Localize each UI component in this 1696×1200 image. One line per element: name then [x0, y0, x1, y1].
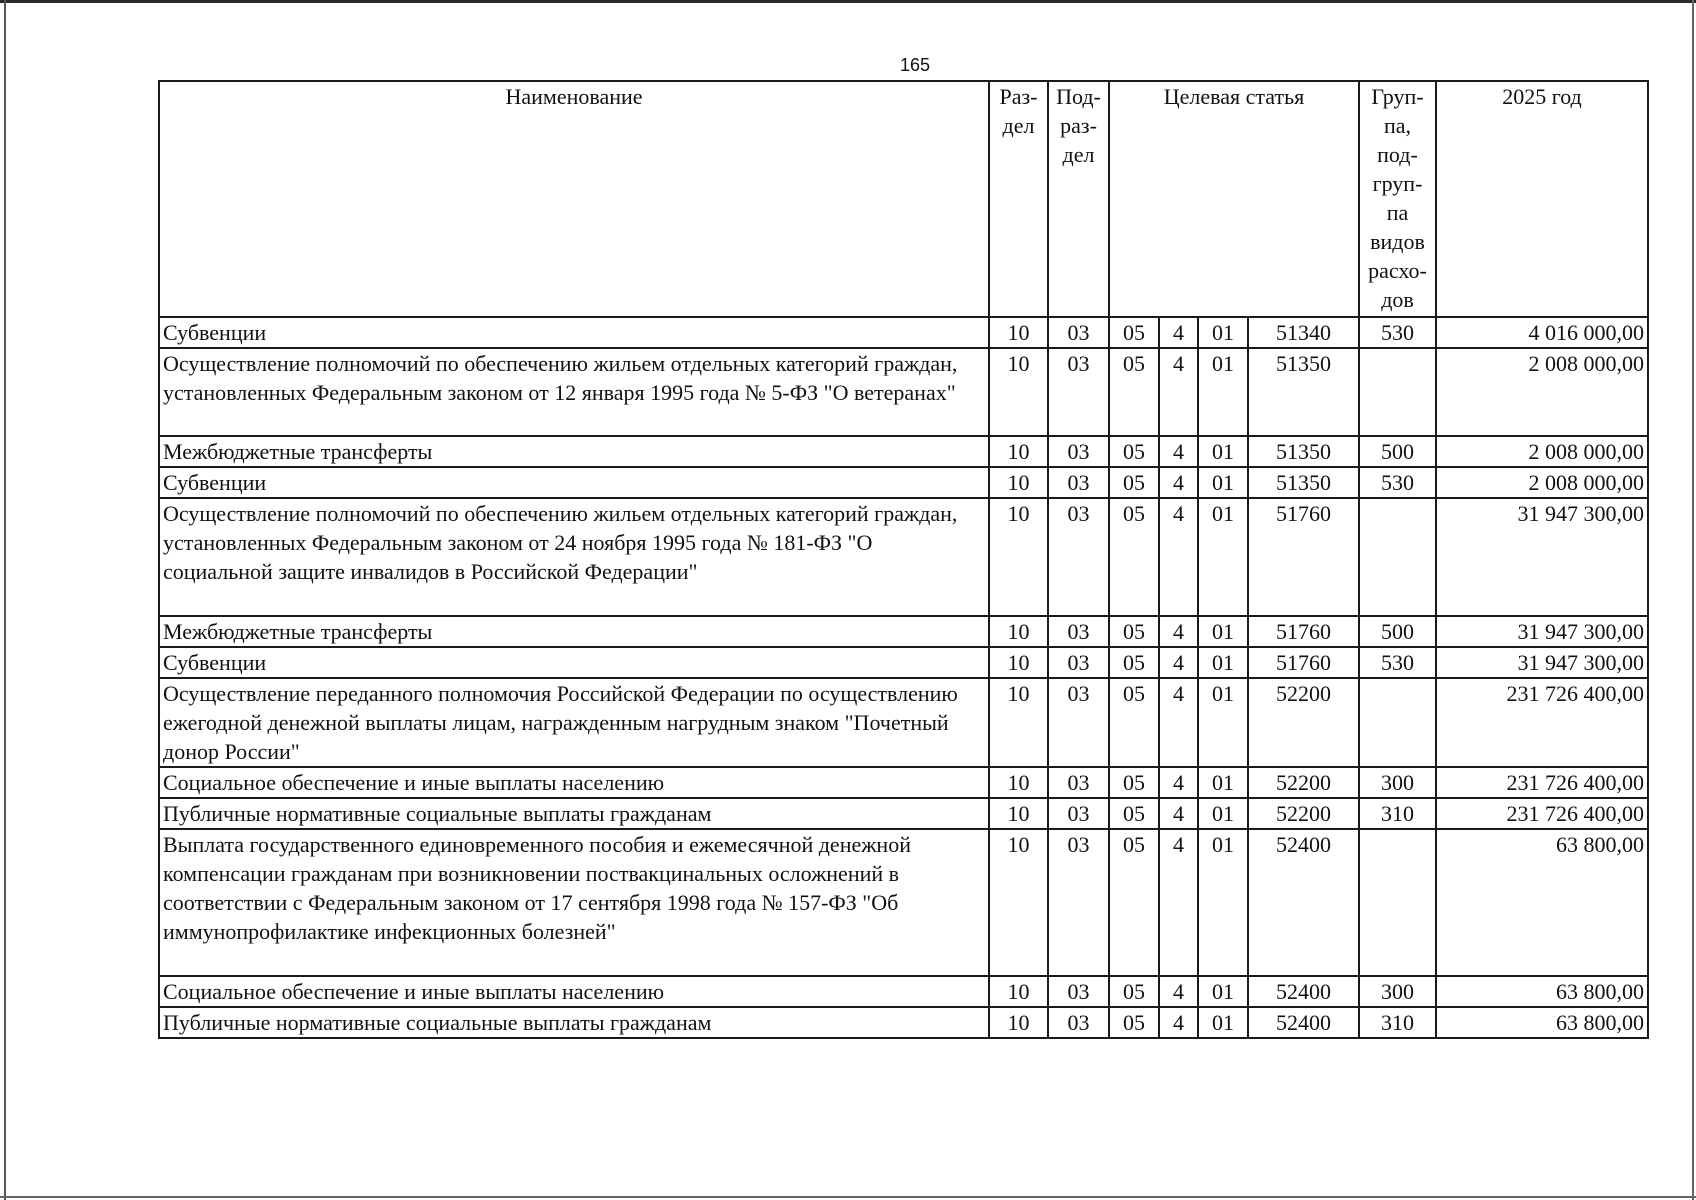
row-expense-group: 310	[1359, 1007, 1436, 1038]
row-razdel: 10	[989, 798, 1048, 829]
table-row	[159, 498, 1648, 616]
row-target-type: 4	[1159, 467, 1198, 498]
row-amount: 4 016 000,00	[1436, 317, 1648, 348]
row-expense-group: 300	[1359, 767, 1436, 798]
row-expense-group	[1359, 678, 1436, 767]
row-target-subprogram: 01	[1198, 678, 1248, 767]
row-razdel: 10	[989, 348, 1048, 436]
row-target-direction: 51350	[1248, 467, 1359, 498]
row-expense-group	[1359, 348, 1436, 436]
row-target-type: 4	[1159, 616, 1198, 647]
row-target-type: 4	[1159, 678, 1198, 767]
row-razdel: 10	[989, 976, 1048, 1007]
row-razdel: 10	[989, 436, 1048, 467]
row-razdel: 10	[989, 1007, 1048, 1038]
row-target-direction: 52400	[1248, 1007, 1359, 1038]
row-target-program: 05	[1109, 798, 1159, 829]
row-name: Субвенции	[159, 467, 989, 498]
row-expense-group	[1359, 829, 1436, 976]
row-podrazdel: 03	[1048, 647, 1109, 678]
row-name: Межбюджетные трансферты	[159, 616, 989, 647]
row-target-direction: 52200	[1248, 767, 1359, 798]
row-target-subprogram: 01	[1198, 767, 1248, 798]
row-name: Публичные нормативные социальные выплаты гражданам	[159, 1007, 989, 1038]
scan-edge-bottom	[0, 1196, 1696, 1198]
row-target-program: 05	[1109, 678, 1159, 767]
row-name: Социальное обеспечение и иные выплаты населению	[159, 976, 989, 1007]
header-row	[159, 81, 1648, 317]
table-row	[159, 1007, 1648, 1038]
row-target-type: 4	[1159, 647, 1198, 678]
row-target-program: 05	[1109, 436, 1159, 467]
row-target-direction: 51350	[1248, 348, 1359, 436]
scan-edge-right	[1692, 0, 1694, 1200]
row-target-subprogram: 01	[1198, 436, 1248, 467]
table-row	[159, 798, 1648, 829]
row-target-program: 05	[1109, 317, 1159, 348]
row-podrazdel: 03	[1048, 317, 1109, 348]
row-podrazdel: 03	[1048, 798, 1109, 829]
table-row	[159, 467, 1648, 498]
row-podrazdel: 03	[1048, 678, 1109, 767]
row-target-type: 4	[1159, 976, 1198, 1007]
row-razdel: 10	[989, 647, 1048, 678]
row-target-type: 4	[1159, 798, 1198, 829]
row-target-program: 05	[1109, 467, 1159, 498]
row-amount: 2 008 000,00	[1436, 467, 1648, 498]
row-expense-group: 300	[1359, 976, 1436, 1007]
row-podrazdel: 03	[1048, 767, 1109, 798]
row-target-subprogram: 01	[1198, 976, 1248, 1007]
row-podrazdel: 03	[1048, 1007, 1109, 1038]
row-amount: 231 726 400,00	[1436, 678, 1648, 767]
row-name: Осуществление переданного полномочия Российской Федерации по осуществлению ежегодной денежной выплаты лицам, награжденным нагрудным знаком "Почетный донор России"	[159, 678, 989, 767]
row-name: Осуществление полномочий по обеспечению жильем отдельных категорий граждан, установленных Федеральным законом от 24 ноября 1995 года № 181-ФЗ "О социальной защите инвалидов в Российской Федерации"	[159, 498, 989, 616]
header-name: Наименование	[159, 81, 989, 317]
row-target-direction: 52400	[1248, 829, 1359, 976]
row-podrazdel: 03	[1048, 436, 1109, 467]
row-name: Социальное обеспечение и иные выплаты населению	[159, 767, 989, 798]
row-target-program: 05	[1109, 348, 1159, 436]
row-podrazdel: 03	[1048, 348, 1109, 436]
header-expense-group: Груп- па, под- груп- па видов расхо- дов	[1359, 81, 1436, 317]
row-target-program: 05	[1109, 767, 1159, 798]
row-target-direction: 52400	[1248, 976, 1359, 1007]
row-target-type: 4	[1159, 348, 1198, 436]
row-podrazdel: 03	[1048, 829, 1109, 976]
row-expense-group	[1359, 498, 1436, 616]
row-razdel: 10	[989, 498, 1048, 616]
budget-table	[158, 80, 1649, 1039]
row-podrazdel: 03	[1048, 467, 1109, 498]
row-target-subprogram: 01	[1198, 317, 1248, 348]
table-row	[159, 348, 1648, 436]
scan-edge-top	[0, 0, 1696, 3]
row-target-type: 4	[1159, 317, 1198, 348]
row-target-type: 4	[1159, 498, 1198, 616]
row-podrazdel: 03	[1048, 498, 1109, 616]
row-target-program: 05	[1109, 498, 1159, 616]
table-row	[159, 317, 1648, 348]
row-amount: 63 800,00	[1436, 1007, 1648, 1038]
row-expense-group: 530	[1359, 317, 1436, 348]
row-razdel: 10	[989, 616, 1048, 647]
row-expense-group: 310	[1359, 798, 1436, 829]
header-year: 2025 год	[1436, 81, 1648, 317]
scan-edge-left	[4, 0, 6, 1200]
row-razdel: 10	[989, 767, 1048, 798]
page-number: 165	[899, 55, 931, 75]
header-podrazdel: Под- раз- дел	[1048, 81, 1109, 317]
row-amount: 31 947 300,00	[1436, 616, 1648, 647]
row-amount: 63 800,00	[1436, 976, 1648, 1007]
row-name: Публичные нормативные социальные выплаты гражданам	[159, 798, 989, 829]
table-header	[159, 81, 1648, 317]
row-amount: 63 800,00	[1436, 829, 1648, 976]
row-podrazdel: 03	[1048, 616, 1109, 647]
row-target-subprogram: 01	[1198, 1007, 1248, 1038]
row-name: Межбюджетные трансферты	[159, 436, 989, 467]
row-target-type: 4	[1159, 436, 1198, 467]
row-target-direction: 52200	[1248, 798, 1359, 829]
row-target-direction: 52200	[1248, 678, 1359, 767]
row-target-subprogram: 01	[1198, 498, 1248, 616]
table-row	[159, 678, 1648, 767]
row-target-direction: 51760	[1248, 647, 1359, 678]
table-body	[159, 317, 1648, 1038]
row-target-subprogram: 01	[1198, 647, 1248, 678]
row-amount: 31 947 300,00	[1436, 647, 1648, 678]
row-expense-group: 500	[1359, 436, 1436, 467]
row-target-program: 05	[1109, 647, 1159, 678]
table-row	[159, 616, 1648, 647]
row-amount: 231 726 400,00	[1436, 767, 1648, 798]
row-name: Выплата государственного единовременного пособия и ежемесячной денежной компенсации гражданам при возникновении поствакцинальных осложнений в соответствии с Федеральным законом от 17 сентября 1998 года № 157-ФЗ "Об иммунопрофилактике инфекционных болезней"	[159, 829, 989, 976]
table-row	[159, 976, 1648, 1007]
row-amount: 2 008 000,00	[1436, 348, 1648, 436]
row-target-type: 4	[1159, 1007, 1198, 1038]
row-target-program: 05	[1109, 976, 1159, 1007]
table-row	[159, 767, 1648, 798]
row-target-direction: 51340	[1248, 317, 1359, 348]
row-target-type: 4	[1159, 767, 1198, 798]
row-target-program: 05	[1109, 829, 1159, 976]
table-row	[159, 436, 1648, 467]
row-razdel: 10	[989, 467, 1048, 498]
row-target-direction: 51350	[1248, 436, 1359, 467]
row-target-type: 4	[1159, 829, 1198, 976]
row-name: Субвенции	[159, 647, 989, 678]
row-amount: 31 947 300,00	[1436, 498, 1648, 616]
row-target-direction: 51760	[1248, 498, 1359, 616]
header-razdel: Раз- дел	[989, 81, 1048, 317]
row-target-subprogram: 01	[1198, 829, 1248, 976]
row-name: Субвенции	[159, 317, 989, 348]
row-amount: 231 726 400,00	[1436, 798, 1648, 829]
header-target-article: Целевая статья	[1109, 81, 1359, 317]
row-amount: 2 008 000,00	[1436, 436, 1648, 467]
row-target-subprogram: 01	[1198, 798, 1248, 829]
row-target-subprogram: 01	[1198, 616, 1248, 647]
table-row	[159, 647, 1648, 678]
row-target-program: 05	[1109, 1007, 1159, 1038]
row-expense-group: 530	[1359, 467, 1436, 498]
row-razdel: 10	[989, 317, 1048, 348]
row-expense-group: 500	[1359, 616, 1436, 647]
table-row	[159, 829, 1648, 976]
row-name: Осуществление полномочий по обеспечению жильем отдельных категорий граждан, установленных Федеральным законом от 12 января 1995 года № 5-ФЗ "О ветеранах"	[159, 348, 989, 436]
row-target-direction: 51760	[1248, 616, 1359, 647]
row-target-subprogram: 01	[1198, 467, 1248, 498]
row-expense-group: 530	[1359, 647, 1436, 678]
row-target-subprogram: 01	[1198, 348, 1248, 436]
row-target-program: 05	[1109, 616, 1159, 647]
row-podrazdel: 03	[1048, 976, 1109, 1007]
row-razdel: 10	[989, 678, 1048, 767]
row-razdel: 10	[989, 829, 1048, 976]
